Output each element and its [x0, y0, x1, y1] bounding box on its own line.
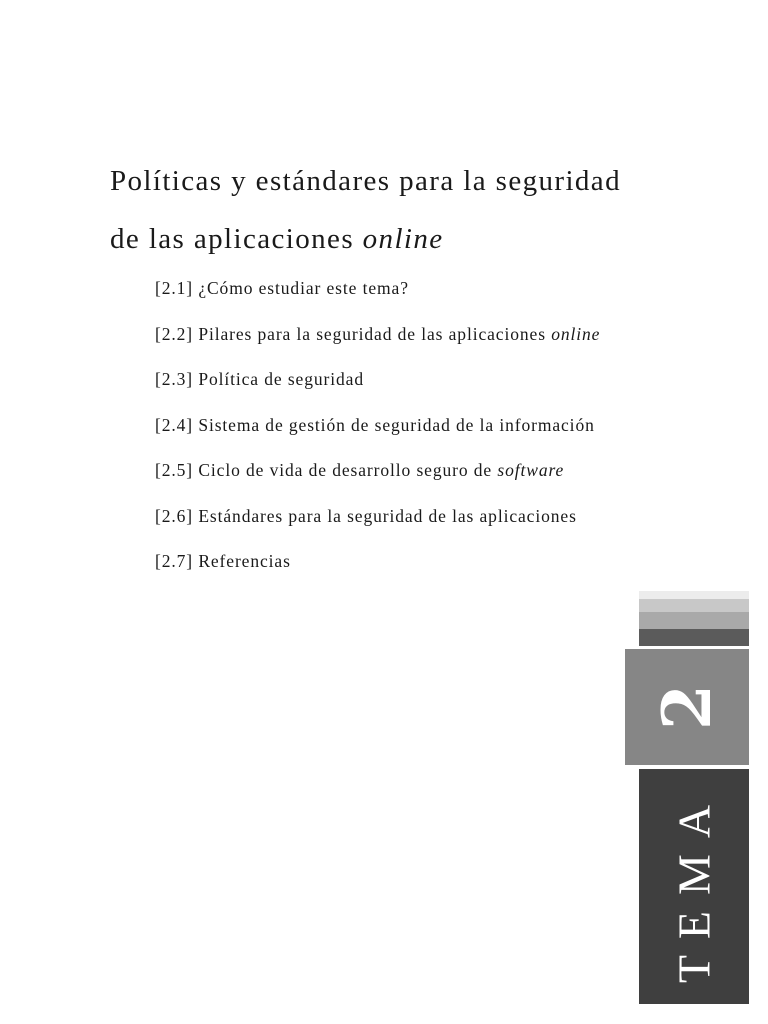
toc-item-italic: software: [497, 460, 565, 480]
chapter-word-box: [639, 769, 749, 1004]
toc-item: [155, 457, 600, 503]
title-line-1: Políticas y estándares para la seguridad: [110, 165, 621, 197]
toc-item-number: [2.1]: [155, 278, 194, 298]
toc-item-number: [2.4]: [155, 414, 194, 435]
tab-strip-medium: [639, 612, 749, 629]
toc-item-number: [2.7]: [155, 551, 194, 571]
table-of-contents: [155, 275, 600, 594]
toc-item: [155, 321, 600, 367]
tab-strip-lightest: [639, 591, 749, 599]
toc-item-text: Sistema de gestión de seguridad de la información: [198, 414, 595, 435]
title-line-2: de las aplicaciones: [110, 223, 363, 255]
toc-item-italic: online: [551, 323, 601, 344]
toc-item-text: Referencias: [198, 551, 291, 571]
toc-item-text: Política de seguridad: [198, 369, 364, 389]
page-title: [110, 152, 730, 268]
chapter-number-box: [625, 649, 749, 765]
toc-item: [155, 503, 600, 549]
toc-item-text: Ciclo de vida de desarrollo seguro de: [198, 460, 498, 480]
toc-item: [155, 548, 600, 594]
toc-item: [155, 366, 600, 412]
toc-item-number: [2.5]: [155, 460, 194, 480]
toc-item-text: Pilares para la seguridad de las aplicaciones: [198, 323, 552, 344]
toc-item: [155, 275, 600, 321]
chapter-number: 2: [648, 684, 726, 730]
chapter-word: TEMA: [668, 788, 720, 984]
toc-item-number: [2.2]: [155, 323, 194, 344]
toc-item-text: Estándares para la seguridad de las aplicaciones: [198, 505, 577, 526]
toc-item-number: [2.3]: [155, 369, 194, 389]
toc-item: [155, 412, 600, 458]
toc-item-text: ¿Cómo estudiar este tema?: [198, 278, 409, 298]
tab-strip-light: [639, 599, 749, 612]
title-line-2-italic: online: [362, 223, 444, 255]
tab-strip-dark: [639, 629, 749, 646]
toc-item-number: [2.6]: [155, 505, 194, 526]
